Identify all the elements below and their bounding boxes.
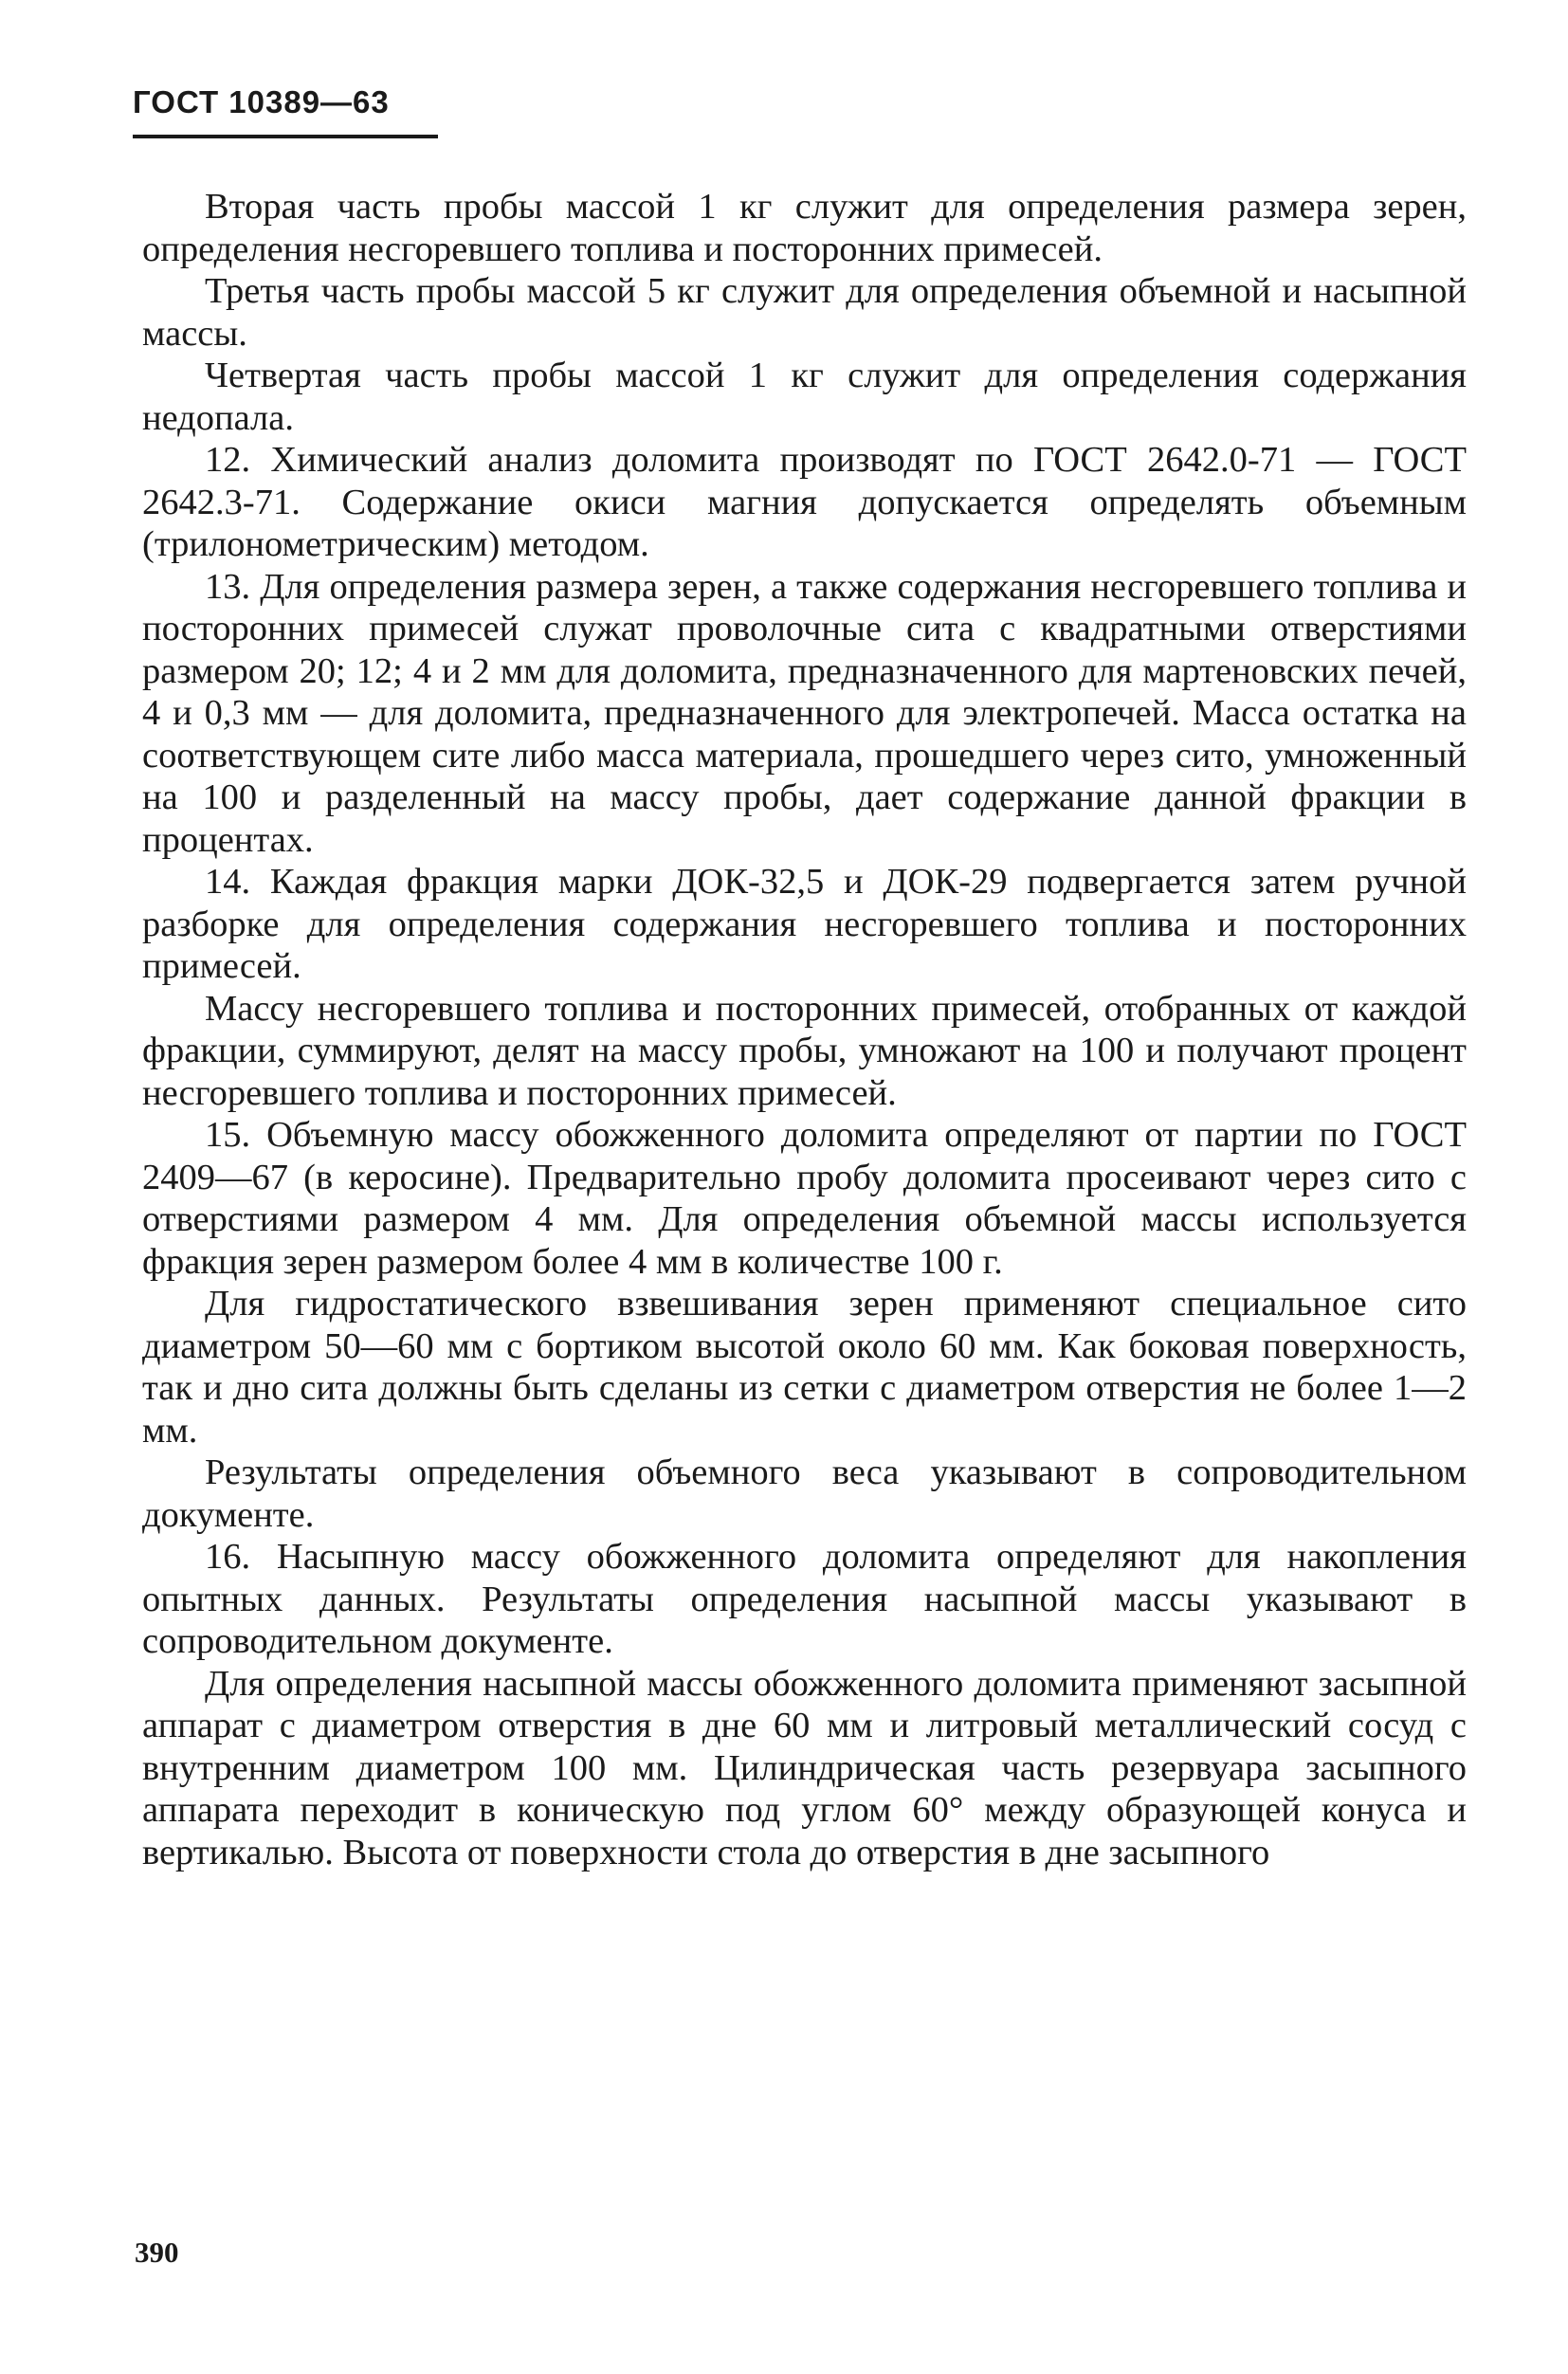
paragraph: Для определения насыпной массы обожженного доломита применяют засыпной аппарат с диаметром отверстия в дне 60 мм и литровый металлический сосуд с внутренним диаметром 100 мм. Цилиндрическая часть резервуара засыпного аппарата переходит в коническую под углом 60° между образующей конуса и вертикалью. Высота от поверхности стола до отверстия в дне засыпного (142, 1663, 1467, 1872)
document-body (142, 186, 1467, 1873)
paragraph-item-15: 15. Объемную массу обожженного доломита определяют от партии по ГОСТ 2409—67 (в керосине). Предварительно пробу доломита просеивают через сито с отверстиями размером 4 мм. Для определения объемной массы используется фракция зерен размером более 4 мм в количестве 100 г. (142, 1115, 1467, 1282)
standard-header: ГОСТ 10389—63 (133, 84, 390, 119)
header-rule (133, 135, 438, 138)
paragraph: Для гидростатического взвешивания зерен применяют специальное сито диаметром 50—60 мм с бортиком высотой около 60 мм. Как боковая поверхность, так и дно сита должны быть сделаны из сетки с диаметром отверстия не более 1—2 мм. (142, 1284, 1467, 1451)
paragraph: Массу несгоревшего топлива и посторонних примесей, отобранных от каждой фракции, суммируют, делят на массу пробы, умножают на 100 и получают процент несгоревшего топлива и посторонних примесей. (142, 988, 1467, 1113)
page-number: 390 (135, 2236, 179, 2269)
paragraph: Четвертая часть пробы массой 1 кг служит для определения содержания недопала. (142, 356, 1467, 438)
paragraph-item-13: 13. Для определения размера зерен, а также содержания несгоревшего топлива и посторонних примесей служат проволочные сита с квадратными отверстиями размером 20; 12; 4 и 2 мм для доломита, предназначенного для мартеновских печей, 4 и 0,3 мм — для доломита, предназначенного для электропечей. Масса остатка на соответствующем сите либо масса материала, прошедшего через сито, умноженный на 100 и разделенный на массу пробы, дает содержание данной фракции в процентах. (142, 566, 1467, 860)
paragraph-item-12: 12. Химический анализ доломита производят по ГОСТ 2642.0-71 — ГОСТ 2642.3-71. Содержание окиси магния допускается определять объемным (трилонометрическим) методом. (142, 440, 1467, 564)
paragraph: Вторая часть пробы массой 1 кг служит для определения размера зерен, определения несгоревшего топлива и посторонних примесей. (142, 187, 1467, 269)
paragraph-item-16: 16. Насыпную массу обожженного доломита определяют для накопления опытных данных. Результаты определения насыпной массы указывают в сопроводительном документе. (142, 1537, 1467, 1661)
paragraph-item-14: 14. Каждая фракция марки ДОК-32,5 и ДОК-29 подвергается затем ручной разборке для определения содержания несгоревшего топлива и посторонних примесей. (142, 862, 1467, 986)
paragraph: Результаты определения объемного веса указывают в сопроводительном документе. (142, 1452, 1467, 1535)
paragraph: Третья часть пробы массой 5 кг служит для определения объемной и насыпной массы. (142, 271, 1467, 354)
